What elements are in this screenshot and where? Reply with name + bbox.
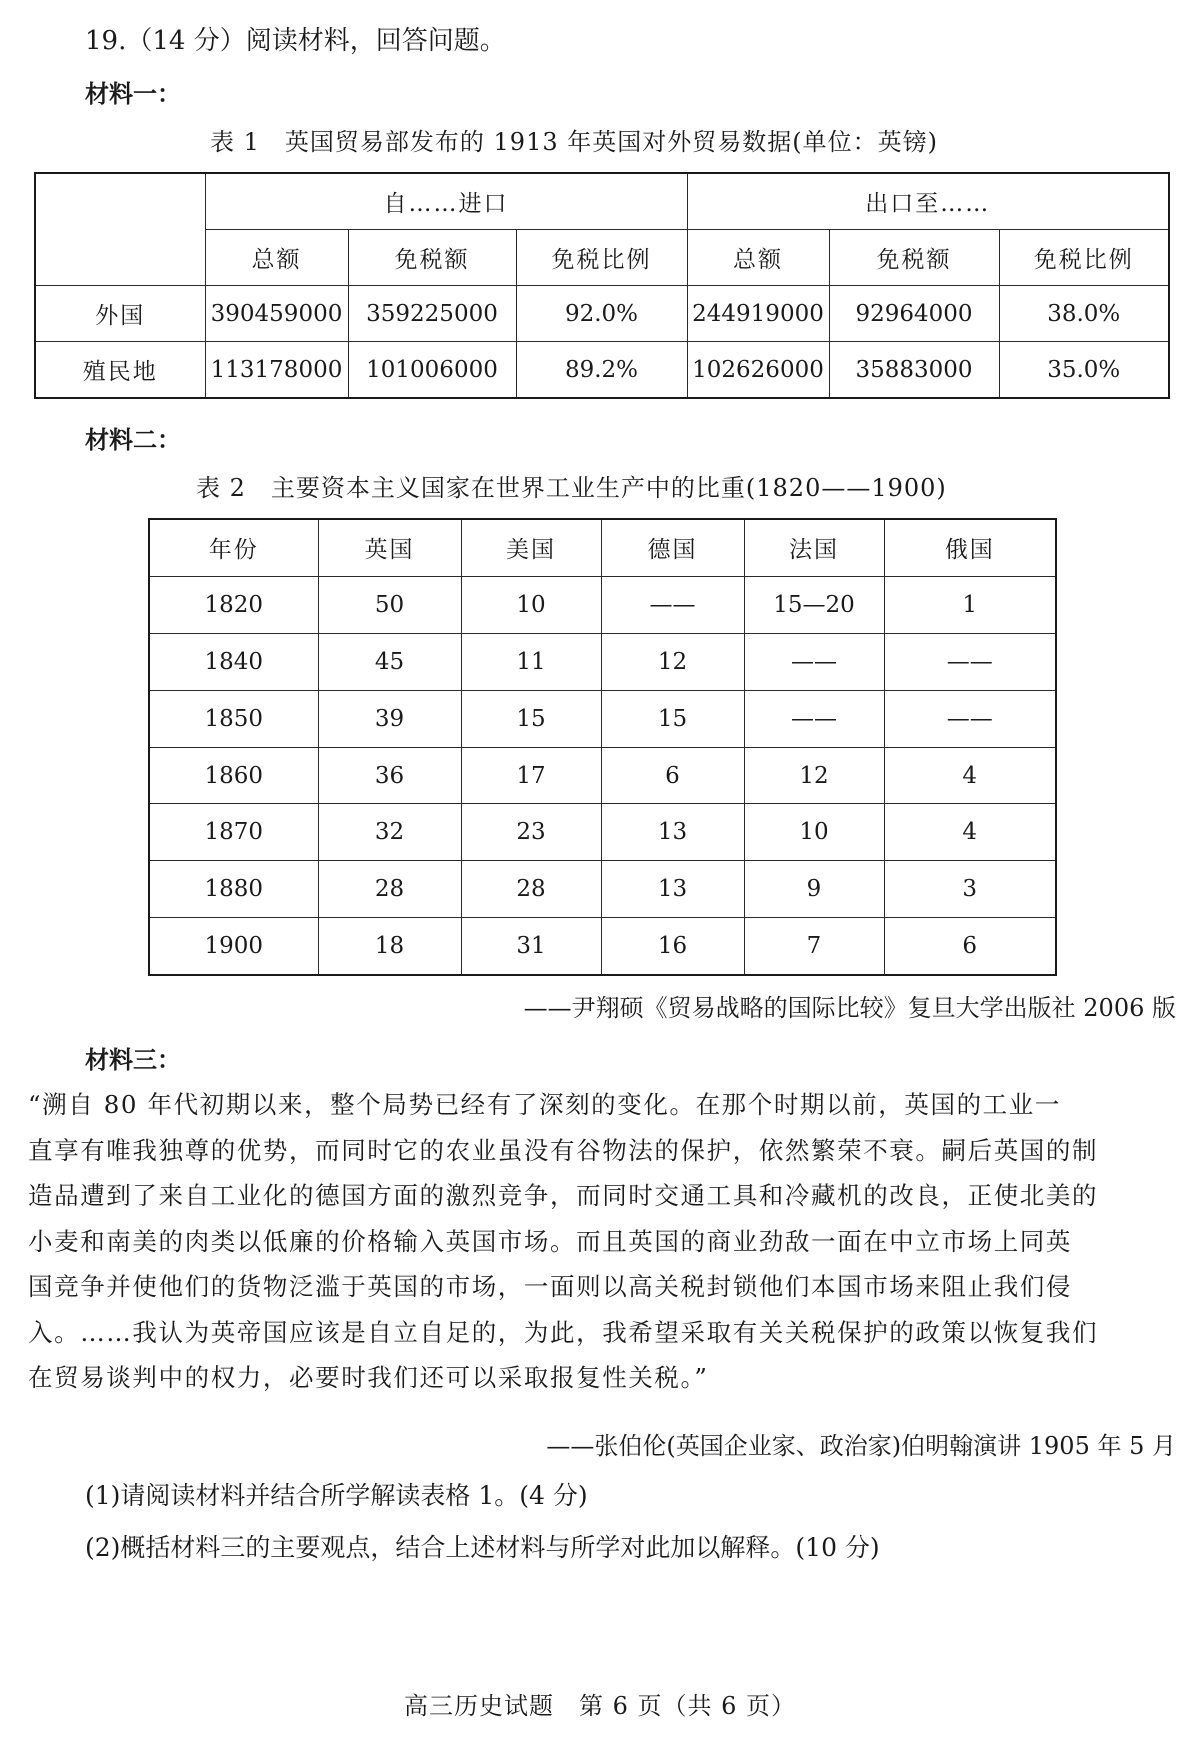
sub-question-2: (2)概括材料三的主要观点，结合上述材料与所学对此加以解释。(10 分) (85, 1533, 880, 1562)
table-cell: 9 (744, 861, 884, 918)
table-cell: 1880 (149, 861, 318, 918)
table-header-row (149, 519, 1056, 576)
table-cell: 45 (318, 633, 461, 690)
column-header: 英国 (318, 519, 461, 576)
table-cell: 15 (461, 690, 601, 747)
sub-header: 免税比例 (999, 230, 1169, 286)
quote-line: 直享有唯我独尊的优势，而同时它的农业虽没有谷物法的保护，依然繁荣不衰。嗣后英国的制 (28, 1135, 1099, 1165)
table-cell: 11 (461, 633, 601, 690)
table-cell: 28 (318, 861, 461, 918)
table-cell: 23 (461, 804, 601, 861)
row-header: 外国 (35, 286, 205, 342)
table-cell: 4 (884, 804, 1056, 861)
speech-quote (28, 1082, 1178, 1401)
export-group-header: 出口至…… (687, 173, 1169, 230)
table-cell: 6 (601, 747, 744, 804)
table-cell: 17 (461, 747, 601, 804)
table-row (35, 342, 1169, 399)
table-cell: 15—20 (744, 576, 884, 633)
table-cell: 1 (884, 576, 1056, 633)
table-cell: 359225000 (348, 286, 516, 342)
table-cell: 3 (884, 861, 1056, 918)
table-cell: —— (884, 633, 1056, 690)
sub-question-1: (1)请阅读材料并结合所学解读表格 1。(4 分) (85, 1481, 588, 1510)
table-cell: —— (744, 633, 884, 690)
table-cell: 1870 (149, 804, 318, 861)
table2-caption: 表 2 主要资本主义国家在世界工业生产中的比重(1820——1900) (196, 474, 947, 502)
table-cell: 7 (744, 918, 884, 975)
table-row (149, 576, 1056, 633)
table-row (149, 918, 1056, 975)
material2-label: 材料二： (85, 426, 181, 454)
table-cell: 50 (318, 576, 461, 633)
table-cell: 6 (884, 918, 1056, 975)
sub-header: 总额 (687, 230, 829, 286)
table-cell: 18 (318, 918, 461, 975)
table-cell: 92964000 (829, 286, 999, 342)
table-cell: 1860 (149, 747, 318, 804)
industry-share-table (148, 518, 1057, 976)
table-cell: 35.0% (999, 342, 1169, 399)
quote-line: 小麦和南美的肉类以低廉的价格输入英国市场。而且英国的商业劲敌一面在中立市场上同英 (28, 1226, 1072, 1256)
material3-label: 材料三： (85, 1046, 181, 1074)
table-cell: 39 (318, 690, 461, 747)
column-header: 年份 (149, 519, 318, 576)
sub-header: 总额 (205, 230, 348, 286)
table-cell: 10 (744, 804, 884, 861)
table-row (149, 861, 1056, 918)
table-row (149, 747, 1056, 804)
table-cell: 16 (601, 918, 744, 975)
table-cell: 102626000 (687, 342, 829, 399)
table-row (149, 633, 1056, 690)
table-cell: 10 (461, 576, 601, 633)
table-cell: 92.0% (516, 286, 687, 342)
speech-source: ——张伯伦(英国企业家、政治家)伯明翰演讲 1905 年 5 月 (546, 1432, 1176, 1460)
table-cell: 1820 (149, 576, 318, 633)
table1-corner-cell (35, 173, 205, 286)
table-cell: 28 (461, 861, 601, 918)
table-cell: 35883000 (829, 342, 999, 399)
quote-line: “溯自 80 年代初期以来，整个局势已经有了深刻的变化。在那个时期以前，英国的工业一 (28, 1090, 1061, 1119)
table1-caption: 表 1 英国贸易部发布的 1913 年英国对外贸易数据(单位：英镑) (210, 128, 938, 156)
table-cell: 32 (318, 804, 461, 861)
column-header: 美国 (461, 519, 601, 576)
table-cell: 36 (318, 747, 461, 804)
sub-header: 免税额 (348, 230, 516, 286)
column-header: 俄国 (884, 519, 1056, 576)
table-cell: 13 (601, 804, 744, 861)
table-cell: 89.2% (516, 342, 687, 399)
table-cell: 101006000 (348, 342, 516, 399)
table-cell: 12 (601, 633, 744, 690)
table-cell: 4 (884, 747, 1056, 804)
table-cell: 31 (461, 918, 601, 975)
table-cell: —— (884, 690, 1056, 747)
quote-line: 入。……我认为英帝国应该是自立自足的，为此，我希望采取有关关税保护的政策以恢复我们 (28, 1317, 1099, 1347)
table-cell: 1840 (149, 633, 318, 690)
table-cell: 1850 (149, 690, 318, 747)
table-cell: 12 (744, 747, 884, 804)
row-header: 殖民地 (35, 342, 205, 399)
table-cell: —— (744, 690, 884, 747)
column-header: 德国 (601, 519, 744, 576)
table-row (35, 286, 1169, 342)
question-title: 19.（14 分）阅读材料，回答问题。 (85, 26, 506, 56)
table-row (149, 690, 1056, 747)
table-cell: 244919000 (687, 286, 829, 342)
table-row (149, 804, 1056, 861)
import-group-header: 自……进口 (205, 173, 687, 230)
table-cell: 1900 (149, 918, 318, 975)
table-cell: 113178000 (205, 342, 348, 399)
sub-header: 免税额 (829, 230, 999, 286)
quote-line: 造品遭到了来自工业化的德国方面的激烈竞争，而同时交通工具和冷藏机的改良，正使北美的 (28, 1181, 1099, 1210)
material1-label: 材料一： (85, 80, 181, 108)
table-cell: 390459000 (205, 286, 348, 342)
sub-header: 免税比例 (516, 230, 687, 286)
table-cell: 15 (601, 690, 744, 747)
quote-line: 国竞争并使他们的货物泛滥于英国的市场，一面则以高关税封锁他们本国市场来阻止我们侵 (28, 1272, 1072, 1301)
table2-source: ——尹翔硕《贸易战略的国际比较》复旦大学出版社 2006 版 (523, 994, 1176, 1022)
quote-line: 在贸易谈判中的权力，必要时我们还可以采取报复性关税。” (28, 1363, 709, 1392)
column-header: 法国 (744, 519, 884, 576)
page-footer: 高三历史试题 第 6 页（共 6 页） (403, 1692, 797, 1720)
table-cell: 38.0% (999, 286, 1169, 342)
table-cell: —— (601, 576, 744, 633)
trade-table (34, 172, 1170, 399)
table-cell: 13 (601, 861, 744, 918)
